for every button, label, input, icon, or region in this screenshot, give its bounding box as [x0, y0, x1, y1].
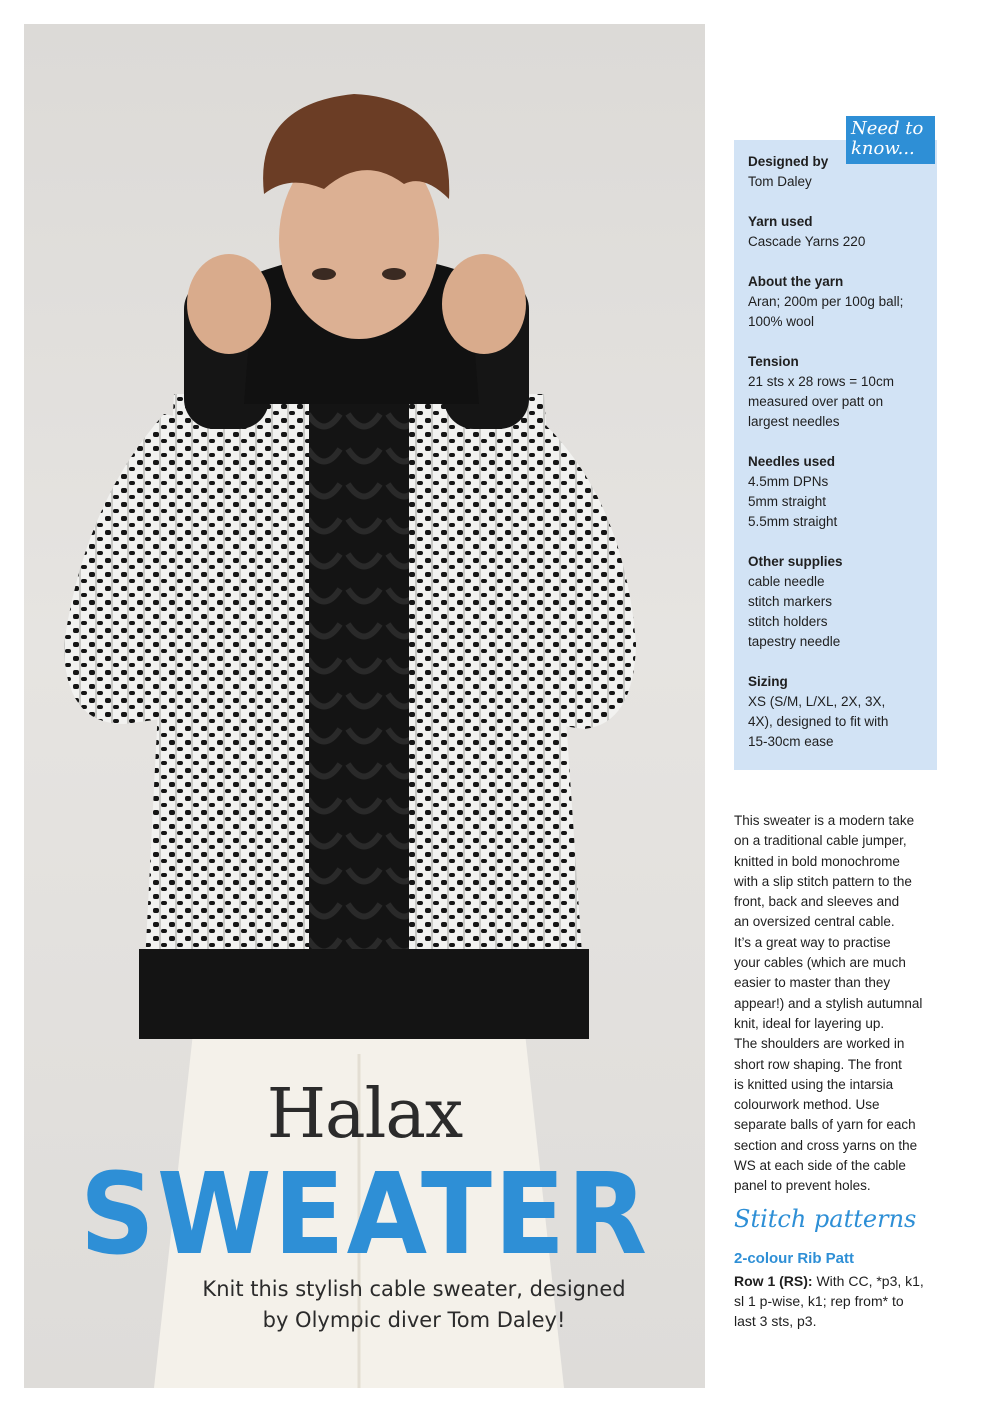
- intro-line: on a traditional cable jumper,: [734, 833, 907, 849]
- info-item: [748, 452, 933, 532]
- row-1-instructions: [734, 1271, 949, 1331]
- info-value: largest needles: [748, 414, 840, 429]
- intro-line: The shoulders are worked in: [734, 1036, 905, 1052]
- stitch-patterns-heading: Stitch patterns: [734, 1205, 917, 1233]
- row-1-line-2: sl 1 p-wise, k1; rep from* to: [734, 1293, 904, 1309]
- subtitle-line-1: Knit this stylish cable sweater, designed: [202, 1277, 626, 1301]
- intro-text: [734, 811, 944, 1197]
- title-script: Halax: [266, 1075, 463, 1154]
- info-item: [748, 672, 933, 752]
- info-label: Tension: [748, 354, 799, 369]
- info-item: [748, 272, 933, 332]
- info-value: 4.5mm DPNs: [748, 474, 829, 489]
- info-value: tapestry needle: [748, 634, 841, 649]
- hero-photo: [24, 24, 705, 1388]
- info-value: stitch holders: [748, 614, 828, 629]
- info-value: Cascade Yarns 220: [748, 234, 866, 249]
- intro-line: panel to prevent holes.: [734, 1178, 871, 1194]
- info-item: [748, 352, 933, 432]
- intro-line: section and cross yarns on the: [734, 1137, 918, 1153]
- row-1-line-1: [734, 1271, 949, 1291]
- info-value: Aran; 200m per 100g ball;: [748, 294, 904, 309]
- intro-line: appear!) and a stylish autumnal: [734, 995, 923, 1011]
- intro-line: knitted in bold monochrome: [734, 853, 900, 869]
- intro-line: It’s a great way to practise: [734, 934, 891, 950]
- info-list: [748, 152, 933, 772]
- intro-line: colourwork method. Use: [734, 1097, 880, 1113]
- intro-line: easier to master than they: [734, 975, 891, 991]
- info-label: Yarn used: [748, 214, 813, 229]
- info-label: Needles used: [748, 454, 836, 469]
- info-value: measured over patt on: [748, 394, 884, 409]
- info-item: [748, 212, 933, 252]
- badge-line-1: Need to: [851, 118, 924, 139]
- info-value: 15-30cm ease: [748, 734, 834, 749]
- info-value: 4X), designed to fit with: [748, 714, 889, 729]
- intro-line: is knitted using the intarsia: [734, 1076, 894, 1092]
- info-label: Other supplies: [748, 554, 843, 569]
- info-value: Tom Daley: [748, 174, 812, 189]
- info-value: 100% wool: [748, 314, 815, 329]
- badge-line-2: know...: [851, 138, 915, 159]
- intro-line: WS at each side of the cable: [734, 1158, 906, 1174]
- title-main: SWEATER: [79, 1148, 650, 1280]
- info-label: Designed by: [748, 154, 829, 169]
- info-value: 5mm straight: [748, 494, 827, 509]
- intro-line: short row shaping. The front: [734, 1056, 902, 1072]
- intro-line: your cables (which are much: [734, 955, 906, 971]
- info-value: cable needle: [748, 574, 825, 589]
- info-value: 5.5mm straight: [748, 514, 838, 529]
- info-label: About the yarn: [748, 274, 844, 289]
- info-label: Sizing: [748, 674, 788, 689]
- subtitle-line-2: by Olympic diver Tom Daley!: [262, 1308, 566, 1332]
- intro-line: separate balls of yarn for each: [734, 1117, 916, 1133]
- info-value: stitch markers: [748, 594, 833, 609]
- intro-line: knit, ideal for layering up.: [734, 1015, 885, 1031]
- subtitle: [164, 1274, 664, 1336]
- info-value: 21 sts x 28 rows = 10cm: [748, 374, 894, 389]
- info-item: [748, 552, 933, 652]
- row-1-line-3: last 3 sts, p3.: [734, 1313, 817, 1329]
- info-item: [748, 152, 933, 192]
- row-1-label: Row 1 (RS):: [734, 1273, 813, 1289]
- info-value: XS (S/M, L/XL, 2X, 3X,: [748, 694, 886, 709]
- row-1-text-1: With CC, *p3, k1,: [812, 1273, 924, 1289]
- intro-line: This sweater is a modern take: [734, 813, 915, 828]
- intro-line: an oversized central cable.: [734, 914, 895, 930]
- intro-line: with a slip stitch pattern to the: [734, 873, 912, 889]
- intro-line: front, back and sleeves and: [734, 894, 900, 910]
- pattern-name: 2-colour Rib Patt: [734, 1250, 855, 1267]
